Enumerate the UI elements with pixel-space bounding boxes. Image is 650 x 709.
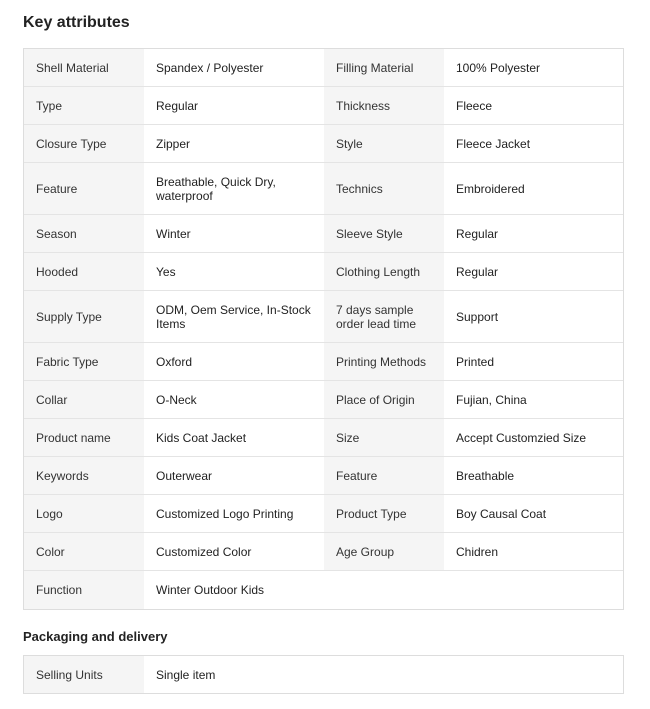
attribute-name: Logo xyxy=(24,495,144,532)
attribute-value: Winter Outdoor Kids xyxy=(144,571,324,609)
attribute-value: Regular xyxy=(444,215,623,252)
attribute-value: Support xyxy=(444,291,623,342)
attribute-value: Fleece Jacket xyxy=(444,125,623,162)
attribute-name: Age Group xyxy=(324,533,444,570)
attribute-value: Fujian, China xyxy=(444,381,623,418)
attribute-value: Kids Coat Jacket xyxy=(144,419,324,456)
attribute-name: Style xyxy=(324,125,444,162)
attribute-value: Regular xyxy=(144,87,324,124)
table-row xyxy=(24,215,623,253)
attribute-name: Filling Material xyxy=(324,49,444,86)
attribute-value: Breathable xyxy=(444,457,623,494)
attribute-name: Product Type xyxy=(324,495,444,532)
table-row xyxy=(24,533,623,571)
attribute-name: Season xyxy=(24,215,144,252)
attribute-value: Oxford xyxy=(144,343,324,380)
attribute-name: Hooded xyxy=(24,253,144,290)
attribute-name: Clothing Length xyxy=(324,253,444,290)
key-attributes-table xyxy=(23,48,624,610)
attribute-name: Function xyxy=(24,571,144,609)
attribute-value: Outerwear xyxy=(144,457,324,494)
table-row xyxy=(24,381,623,419)
attribute-name: Feature xyxy=(24,163,144,214)
attribute-value: Spandex / Polyester xyxy=(144,49,324,86)
attribute-name: Place of Origin xyxy=(324,381,444,418)
attribute-value: Zipper xyxy=(144,125,324,162)
table-row xyxy=(24,343,623,381)
packaging-table xyxy=(23,655,624,694)
attribute-name: Product name xyxy=(24,419,144,456)
attribute-value: Embroidered xyxy=(444,163,623,214)
key-attributes-heading: Key attributes xyxy=(23,14,130,31)
attribute-value: Yes xyxy=(144,253,324,290)
table-row xyxy=(24,457,623,495)
table-row xyxy=(24,291,623,343)
attribute-value: Regular xyxy=(444,253,623,290)
attribute-name: Supply Type xyxy=(24,291,144,342)
attribute-name: Type xyxy=(24,87,144,124)
attribute-value: Boy Causal Coat xyxy=(444,495,623,532)
attribute-name: Collar xyxy=(24,381,144,418)
attribute-name: Size xyxy=(324,419,444,456)
attribute-name: 7 days sample order lead time xyxy=(324,291,444,342)
attribute-name: Fabric Type xyxy=(24,343,144,380)
table-row xyxy=(24,87,623,125)
attribute-name: Closure Type xyxy=(24,125,144,162)
attribute-name: Selling Units xyxy=(24,656,144,693)
attribute-name: Shell Material xyxy=(24,49,144,86)
attribute-value: O-Neck xyxy=(144,381,324,418)
attribute-value: Fleece xyxy=(444,87,623,124)
table-row xyxy=(24,656,623,693)
attribute-name: Keywords xyxy=(24,457,144,494)
attribute-value: Winter xyxy=(144,215,324,252)
table-row xyxy=(24,419,623,457)
table-row xyxy=(24,125,623,163)
attribute-name: Thickness xyxy=(324,87,444,124)
packaging-heading: Packaging and delivery xyxy=(23,629,168,644)
empty-cell xyxy=(324,656,623,693)
attribute-value: 100% Polyester xyxy=(444,49,623,86)
table-row xyxy=(24,163,623,215)
attribute-value: Single item xyxy=(144,656,324,693)
attribute-value: Breathable, Quick Dry, waterproof xyxy=(144,163,324,214)
empty-cell xyxy=(324,571,623,609)
attribute-name: Printing Methods xyxy=(324,343,444,380)
attribute-value: Customized Color xyxy=(144,533,324,570)
attribute-value: Printed xyxy=(444,343,623,380)
attribute-value: Customized Logo Printing xyxy=(144,495,324,532)
attribute-name: Feature xyxy=(324,457,444,494)
table-row xyxy=(24,571,623,609)
table-row xyxy=(24,49,623,87)
attribute-name: Color xyxy=(24,533,144,570)
table-row xyxy=(24,253,623,291)
attribute-name: Technics xyxy=(324,163,444,214)
attribute-value: ODM, Oem Service, In-Stock Items xyxy=(144,291,324,342)
table-row xyxy=(24,495,623,533)
attribute-value: Accept Customzied Size xyxy=(444,419,623,456)
attribute-name: Sleeve Style xyxy=(324,215,444,252)
attribute-value: Chidren xyxy=(444,533,623,570)
